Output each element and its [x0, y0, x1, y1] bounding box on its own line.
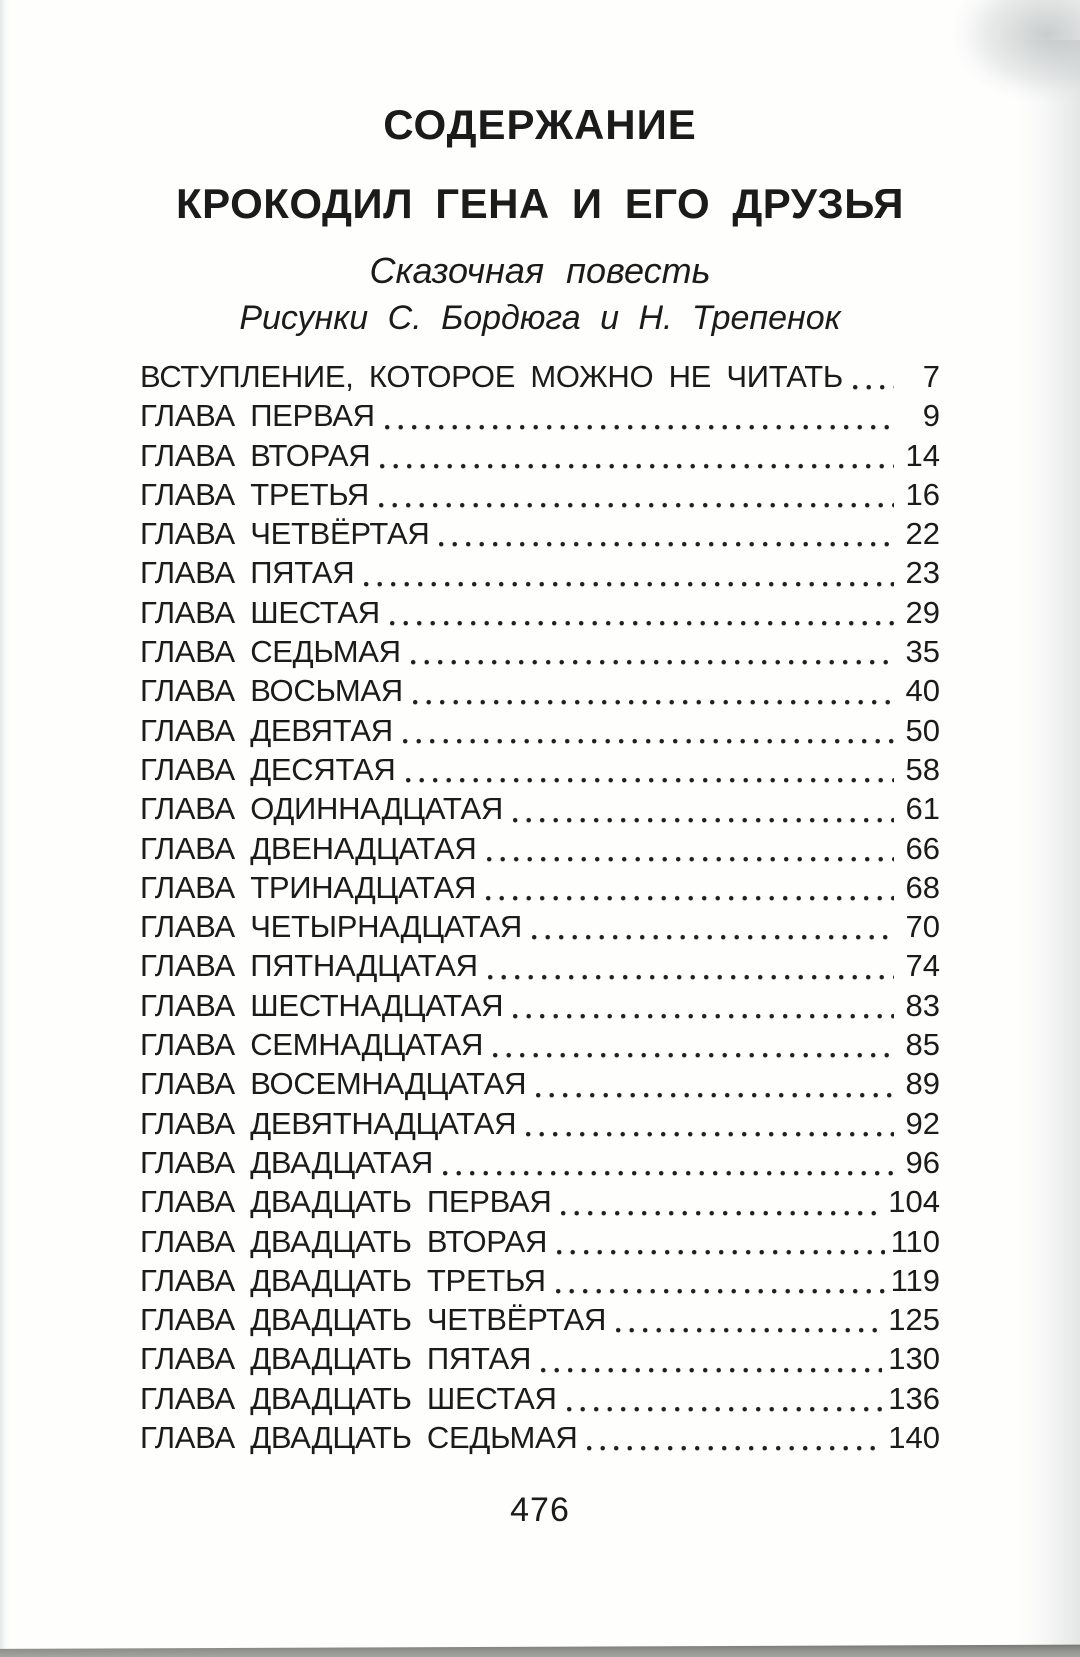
section-title: СОДЕРЖАНИЕ	[383, 101, 697, 148]
toc-entry-row	[140, 829, 940, 868]
toc-leader-dots	[557, 1249, 885, 1256]
toc-entry-title: ГЛАВА СЕМНАДЦАТАЯ	[140, 1027, 484, 1063]
toc-entry-page: 110	[890, 1223, 940, 1259]
toc-leader-dots	[411, 659, 894, 666]
toc-leader-dots	[561, 1210, 882, 1217]
book-title: КРОКОДИЛ ГЕНА И ЕГО ДРУЗЬЯ	[176, 180, 904, 227]
toc-leader-dots	[403, 738, 894, 745]
book-subtitle: Сказочная повесть	[369, 250, 711, 291]
toc-entry-row	[140, 357, 940, 396]
toc-leader-dots	[385, 424, 894, 431]
toc-leader-dots	[532, 934, 894, 941]
toc-entry-row	[140, 1064, 940, 1103]
toc-entry-row	[140, 1379, 940, 1418]
toc-entry-title: ВСТУПЛЕНИЕ, КОТОРОЕ МОЖНО НЕ ЧИТАТЬ	[140, 359, 843, 394]
toc-entry-page: 35	[905, 634, 940, 670]
toc-entry-page: 66	[905, 830, 940, 866]
toc-leader-dots	[390, 620, 894, 627]
toc-entry-title: ГЛАВА ПЯТНАДЦАТАЯ	[140, 948, 478, 984]
toc-entry-title: ГЛАВА ОДИННАДЦАТАЯ	[140, 791, 503, 827]
toc-entry-page: 140	[888, 1420, 940, 1456]
toc-entry-page: 96	[905, 1144, 940, 1180]
toc-entry-title: ГЛАВА ДЕВЯТАЯ	[140, 712, 393, 748]
toc-entry-page: 92	[905, 1105, 940, 1141]
toc-leader-dots	[556, 1288, 885, 1295]
toc-entry-row	[140, 946, 940, 985]
toc-entry-title: ГЛАВА ДВЕНАДЦАТАЯ	[140, 830, 477, 866]
illustrators-credit: Рисунки С. Бордюга и Н. Трепенок	[239, 299, 841, 337]
toc-entry-page: 104	[888, 1184, 940, 1220]
toc-entry-title: ГЛАВА ДВАДЦАТЬ ТРЕТЬЯ	[140, 1262, 546, 1298]
toc-entry-row	[140, 750, 940, 789]
toc-entry-page: 50	[905, 712, 940, 748]
toc-entry-page: 119	[890, 1262, 940, 1298]
toc-leader-dots	[526, 1131, 894, 1138]
toc-entry-page: 130	[888, 1341, 940, 1377]
toc-leader-dots	[379, 502, 894, 509]
toc-entry-page: 70	[905, 909, 940, 945]
toc-entry-title: ГЛАВА ШЕСТНАДЦАТАЯ	[140, 987, 504, 1023]
toc-entry-row	[140, 396, 940, 435]
toc-leader-dots	[513, 1013, 894, 1020]
toc-entry-row	[140, 671, 940, 710]
toc-entry-title: ГЛАВА ДВАДЦАТЬ ВТОРАЯ	[140, 1223, 548, 1259]
toc-entry-title: ГЛАВА СЕДЬМАЯ	[140, 634, 401, 670]
toc-leader-dots	[413, 699, 894, 706]
toc-entry-page: 89	[905, 1066, 940, 1102]
toc-entry-title: ГЛАВА ВОСЬМАЯ	[140, 673, 403, 709]
toc-entry-title: ГЛАВА ДЕВЯТНАДЦАТАЯ	[140, 1105, 517, 1141]
toc-entry-page: 61	[905, 791, 940, 827]
toc-entry-page: 29	[905, 594, 940, 630]
toc-entry-row	[140, 1261, 940, 1300]
toc-entry-page: 14	[905, 437, 940, 473]
toc-entry-row	[140, 711, 940, 750]
toc-entry-row	[140, 1300, 940, 1339]
toc-entry-title: ГЛАВА ПЕРВАЯ	[140, 398, 375, 434]
toc-leader-dots	[587, 1445, 882, 1452]
toc-entry-title: ГЛАВА ПЯТАЯ	[140, 555, 355, 591]
toc-entry-title: ГЛАВА ШЕСТАЯ	[140, 594, 380, 630]
toc-entry-page: 7	[922, 359, 940, 394]
toc-entry-page: 22	[905, 516, 940, 552]
toc-entry-page: 74	[905, 948, 940, 984]
toc-entry-row	[140, 868, 940, 907]
toc-entry-title: ГЛАВА ДВАДЦАТЬ СЕДЬМАЯ	[140, 1420, 578, 1456]
toc-entry-row	[140, 1339, 940, 1378]
toc-entry-row	[140, 1143, 940, 1182]
toc-entry-row	[140, 475, 940, 514]
toc-entry-page: 9	[922, 398, 940, 434]
toc-leader-dots	[486, 895, 894, 902]
toc-entry-page: 125	[888, 1302, 940, 1338]
toc-entry-title: ГЛАВА ДВАДЦАТЬ ПЯТАЯ	[140, 1341, 532, 1377]
toc-entry-page: 23	[905, 555, 940, 591]
toc-entry-row	[140, 553, 940, 592]
toc-entry-row	[140, 632, 940, 671]
toc-entry-title: ГЛАВА ВТОРАЯ	[140, 437, 371, 473]
table-of-contents	[140, 357, 940, 1457]
toc-entry-row	[140, 514, 940, 553]
toc-entry-title: ГЛАВА ТРЕТЬЯ	[140, 476, 369, 512]
toc-leader-dots	[488, 974, 894, 981]
toc-leader-dots	[439, 541, 894, 548]
toc-entry-page: 85	[905, 1027, 940, 1063]
toc-entry-title: ГЛАВА ДВАДЦАТЬ ЧЕТВЁРТАЯ	[140, 1302, 607, 1338]
folio-page-number: 476	[510, 1491, 570, 1530]
toc-entry-row	[140, 1222, 940, 1261]
toc-entry-title: ГЛАВА ТРИНАДЦАТАЯ	[140, 869, 477, 905]
toc-entry-title: ГЛАВА ДЕСЯТАЯ	[140, 751, 396, 787]
toc-leader-dots	[541, 1367, 882, 1374]
toc-entry-row	[140, 1182, 940, 1221]
toc-leader-dots	[493, 1052, 894, 1059]
toc-leader-dots	[513, 817, 894, 824]
toc-entry-title: ГЛАВА ДВАДЦАТАЯ	[140, 1144, 434, 1180]
toc-entry-row	[140, 1025, 940, 1064]
toc-entry-title: ГЛАВА ЧЕТВЁРТАЯ	[140, 516, 430, 552]
toc-entry-page: 136	[888, 1380, 940, 1416]
toc-leader-dots	[406, 777, 894, 784]
toc-entry-title: ГЛАВА ВОСЕМНАДЦАТАЯ	[140, 1066, 527, 1102]
toc-entry-page: 58	[905, 751, 940, 787]
toc-entry-row	[140, 1418, 940, 1457]
page-content	[0, 101, 1080, 1530]
toc-entry-page: 40	[905, 673, 940, 709]
toc-entry-page: 68	[905, 869, 940, 905]
toc-entry-row	[140, 436, 940, 475]
toc-entry-row	[140, 1104, 940, 1143]
toc-entry-title: ГЛАВА ЧЕТЫРНАДЦАТАЯ	[140, 909, 522, 945]
toc-entry-page: 16	[905, 476, 940, 512]
toc-entry-title: ГЛАВА ДВАДЦАТЬ ПЕРВАЯ	[140, 1184, 552, 1220]
toc-entry-page: 83	[905, 987, 940, 1023]
scan-bottom-page-edge	[0, 1643, 1080, 1657]
toc-leader-dots	[567, 1406, 883, 1413]
toc-leader-dots	[364, 581, 894, 588]
toc-entry-row	[140, 986, 940, 1025]
toc-leader-dots	[616, 1327, 882, 1334]
toc-entry-row	[140, 789, 940, 828]
toc-entry-row	[140, 593, 940, 632]
toc-leader-dots	[443, 1170, 894, 1177]
toc-entry-title: ГЛАВА ДВАДЦАТЬ ШЕСТАЯ	[140, 1380, 557, 1416]
toc-leader-dots	[380, 463, 894, 470]
toc-leader-dots	[853, 384, 894, 391]
toc-entry-row	[140, 907, 940, 946]
toc-leader-dots	[487, 856, 895, 863]
toc-leader-dots	[536, 1092, 894, 1099]
